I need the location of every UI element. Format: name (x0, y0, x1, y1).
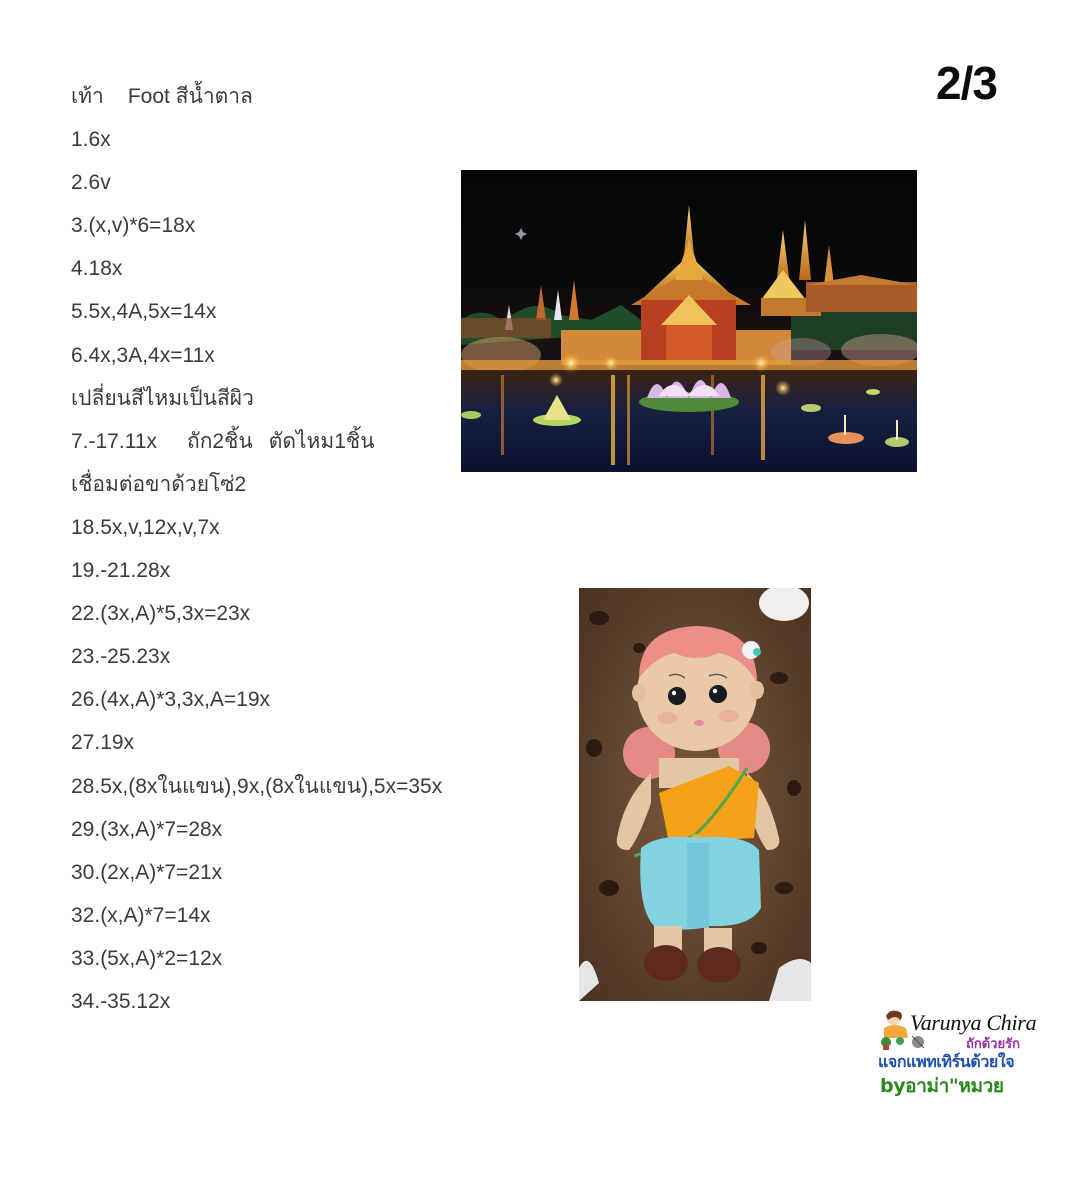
logo-author: byอาม่า"หมวย (880, 1075, 1004, 1097)
pattern-row: 34.-35.12x (71, 989, 171, 1013)
varunya-chira-logo (876, 1008, 1037, 1100)
logo-tagline: แจกแพทเทิร์นด้วยใจ (878, 1052, 1015, 1071)
logo-subtitle: ถักด้วยรัก (966, 1037, 1020, 1052)
pattern-row: 32.(x,A)*7=14x (71, 903, 211, 927)
pattern-instruction: เปลี่ยนสีไหมเป็นสีผิว (71, 386, 254, 410)
pattern-row: 3.(x,v)*6=18x (71, 214, 196, 238)
heading-english: Foot สีน้ำตาล (127, 85, 253, 108)
heading-thai: เท้า (71, 85, 104, 108)
pattern-row: 29.(3x,A)*7=28x (71, 817, 223, 841)
pattern-row: 23.-25.23x (71, 645, 171, 669)
temple-photo (461, 170, 917, 472)
row-note-cut-yarn: ตัดไหม1ชิ้น (268, 429, 375, 453)
pattern-row: 28.5x,(8xในแขน),9x,(8xในแขน),5x=35x (71, 774, 443, 798)
doll-photo (579, 588, 811, 1001)
logo-title: Varunya Chira (910, 1010, 1037, 1035)
temple-illustration (461, 170, 917, 472)
pattern-row: 1.6x (71, 128, 111, 152)
page-number: 2/3 (936, 57, 997, 109)
pattern-row: 33.(5x,A)*2=12x (71, 946, 223, 970)
pattern-row: 27.19x (71, 731, 135, 755)
pattern-row: 4.18x (71, 257, 123, 281)
pattern-row: 5.5x,4A,5x=14x (71, 300, 217, 324)
doll-illustration (579, 588, 811, 1001)
pattern-row: 19.-21.28x (71, 559, 171, 583)
pattern-row: 18.5x,v,12x,v,7x (71, 515, 220, 539)
pattern-heading (71, 79, 541, 122)
pattern-row: 26.(4x,A)*3,3x,A=19x (71, 688, 271, 712)
pattern-row: 22.(3x,A)*5,3x=23x (71, 602, 251, 626)
row-round: 7.-17.11x (71, 429, 157, 453)
pattern-row: 6.4x,3A,4x=11x (71, 343, 215, 367)
pattern-row: 2.6v (71, 171, 111, 195)
row-note-make-two: ถัก2ชิ้น (187, 429, 253, 453)
pattern-row: 30.(2x,A)*7=21x (71, 860, 223, 884)
pattern-instruction: เชื่อมต่อขาด้วยโซ่2 (71, 472, 247, 496)
